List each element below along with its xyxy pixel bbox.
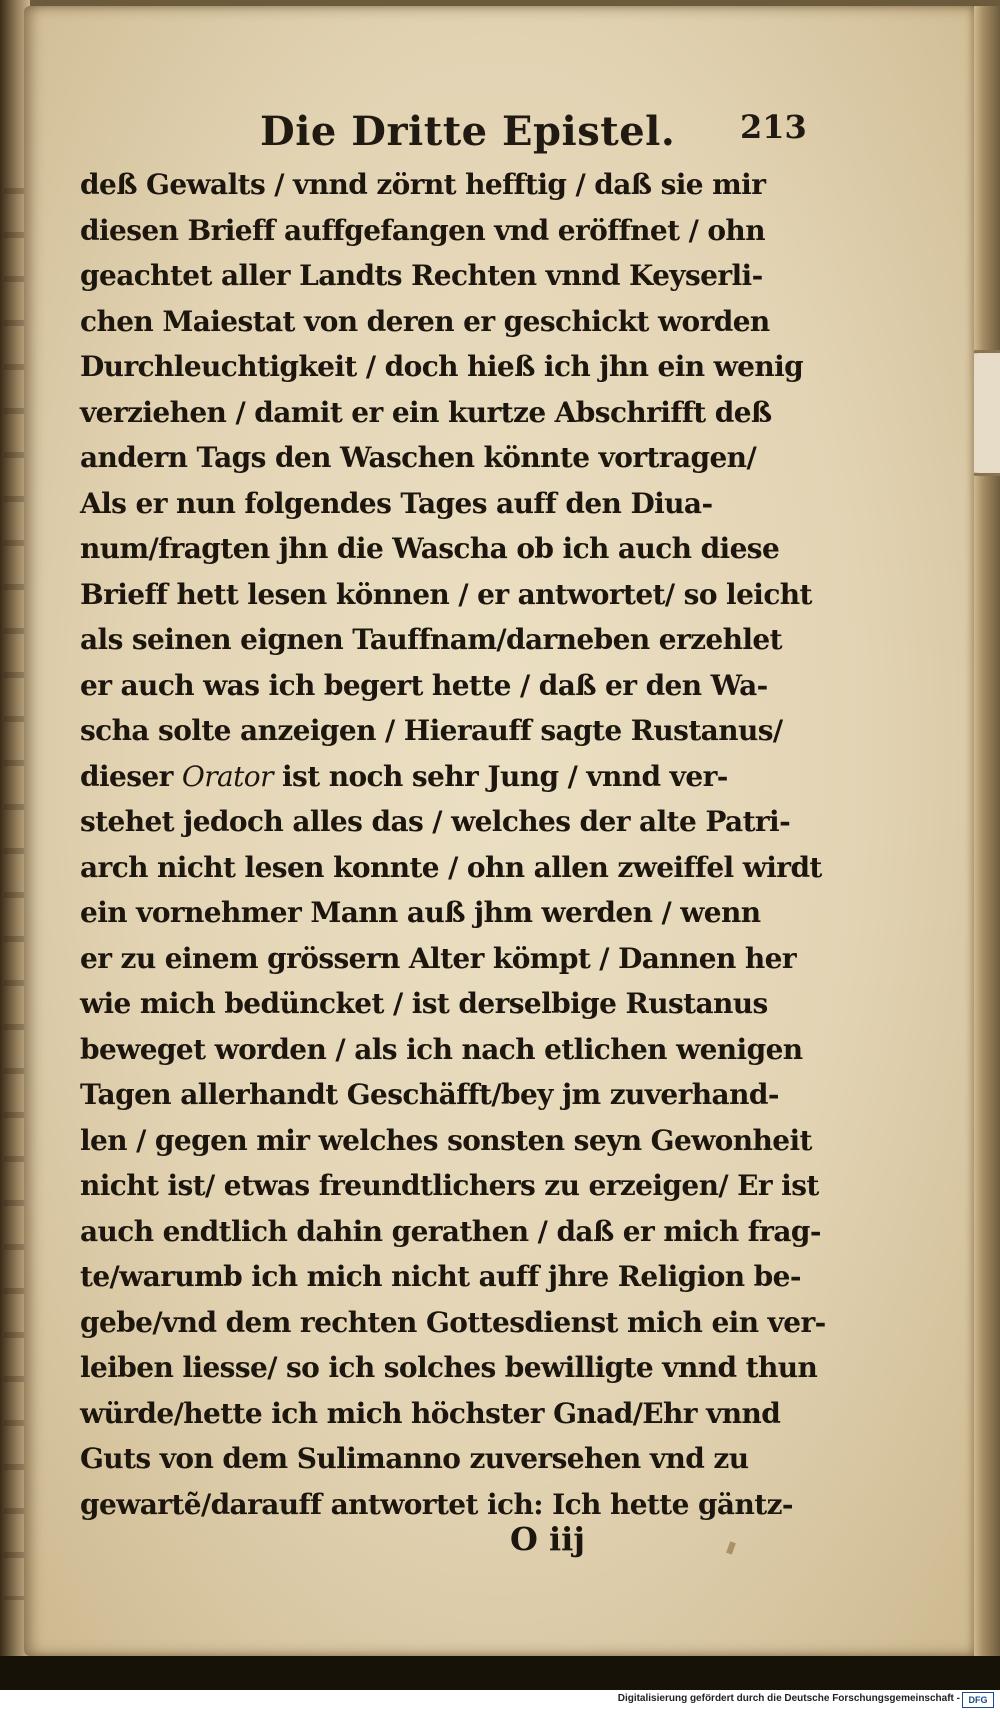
text-line: gebe/vnd dem rechten Gottesdienst mich ein ver- bbox=[80, 1305, 826, 1339]
text-line: Durchleuchtigkeit / doch hieß ich jhn ein wenig bbox=[80, 350, 804, 383]
text-line: diesen Brieff auffgefangen vnd eröffnet / ohn bbox=[80, 213, 765, 247]
scan-bottom-band bbox=[0, 1656, 1000, 1690]
text-line: beweget worden / als ich nach etlichen wenigen bbox=[80, 1032, 803, 1066]
text-line: deß Gewalts / vnnd zörnt hefftig / daß sie mir bbox=[80, 168, 766, 201]
dfg-logo: DFG bbox=[962, 1692, 994, 1708]
text-line: gewartẽ/darauff antwortet ich: Ich hette gäntz- bbox=[80, 1487, 793, 1521]
text-line: ein vornehmer Mann auß jhm werden / wenn bbox=[80, 896, 761, 929]
text-line: wie mich bedüncket / ist derselbige Rustanus bbox=[80, 987, 768, 1020]
text-line: arch nicht lesen konnte / ohn allen zweiffel wirdt bbox=[80, 850, 822, 884]
footer-credit: Digitalisierung gefördert durch die Deutsche Forschungsgemeinschaft - bbox=[617, 1693, 960, 1704]
text-line: num/fragten jhn die Wascha ob ich auch diese bbox=[80, 532, 780, 565]
text-line: Guts von dem Sulimanno zuversehen vnd zu bbox=[80, 1442, 749, 1475]
running-title: Die Dritte Epistel. bbox=[260, 108, 676, 155]
text-line: würde/hette ich mich höchster Gnad/Ehr vnnd bbox=[80, 1396, 781, 1430]
text-line: chen Maiestat von deren er geschickt worden bbox=[80, 304, 770, 338]
text-line: als seinen eignen Tauffnam/darneben erzehlet bbox=[80, 623, 782, 656]
text-line: auch endtlich dahin gerathen / daß er mich frag- bbox=[80, 1214, 821, 1248]
page-number: 213 bbox=[740, 108, 807, 146]
text-line: len / gegen mir welches sonsten seyn Gewonheit bbox=[80, 1123, 812, 1157]
text-line: andern Tags den Waschen könnte vortragen/ bbox=[80, 441, 757, 474]
latin-word: Orator bbox=[181, 759, 273, 793]
text-line: te/warumb ich mich nicht auff jhre Religion be- bbox=[80, 1260, 801, 1293]
text-line-with-latin bbox=[80, 754, 810, 800]
text-segment: dieser bbox=[80, 759, 182, 793]
text-line: verziehen / damit er ein kurtze Abschrifft deß bbox=[80, 395, 772, 429]
text-line: nicht ist/ etwas freundtlichers zu erzeigen/ Er ist bbox=[80, 1169, 819, 1202]
text-line: er auch was ich begert hette / daß er den Wa- bbox=[80, 668, 768, 702]
facing-page-edge bbox=[4, 150, 26, 1600]
text-segment: ist noch sehr Jung / vnnd ver- bbox=[272, 759, 728, 793]
text-line: Tagen allerhandt Geschäfft/bey jm zuverhand- bbox=[80, 1078, 779, 1111]
text-line: stehet jedoch alles das / welches der alte Patri- bbox=[80, 805, 791, 838]
text-line: Brieff hett lesen können / er antwortet/ so leicht bbox=[80, 577, 812, 611]
text-line: er zu einem grössern Alter kömpt / Dannen her bbox=[80, 941, 797, 975]
signature-mark: O iij bbox=[510, 1520, 585, 1558]
text-block bbox=[80, 162, 826, 1527]
page-fore-edge bbox=[974, 6, 1000, 1656]
text-line: scha solte anzeigen / Hierauff sagte Rustanus/ bbox=[80, 714, 783, 747]
text-line: leiben liesse/ so ich solches bewilligte vnnd thun bbox=[80, 1351, 818, 1384]
text-line: geachtet aller Landts Rechten vnnd Keyserli- bbox=[80, 259, 763, 292]
text-line: Als er nun folgendes Tages auff den Diua- bbox=[80, 486, 713, 520]
